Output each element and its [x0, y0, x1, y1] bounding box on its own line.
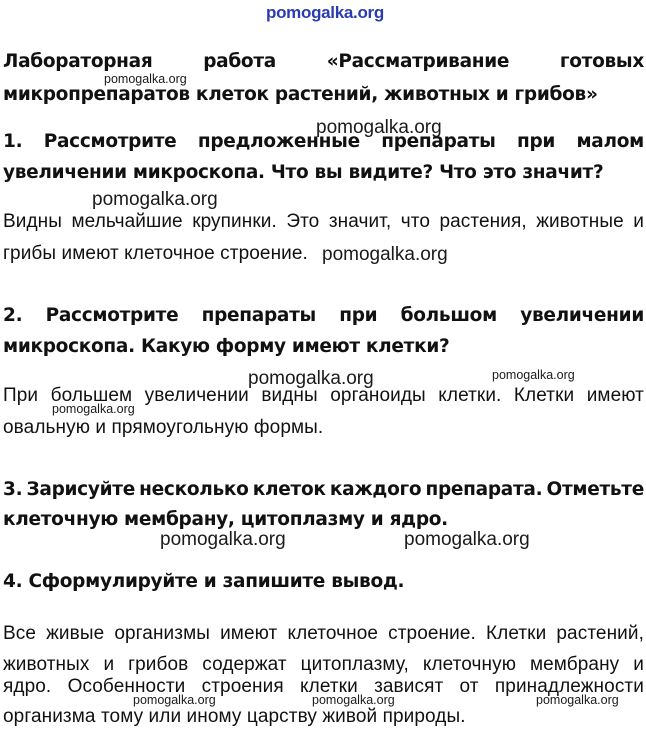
- q1-line-1: [3, 133, 644, 152]
- q4-line-1: 4. Сформулируйте и запишите вывод.: [3, 571, 405, 592]
- word: грибов: [128, 654, 189, 675]
- q1-answer-line-1: [3, 212, 644, 231]
- q2-line-1: [3, 307, 644, 326]
- q1-line-2: увеличении микроскопа. Что вы видите? Что это значит?: [3, 162, 604, 183]
- watermark: pomogalka.org: [312, 693, 395, 707]
- word: предложенные: [197, 131, 360, 152]
- watermark: pomogalka.org: [322, 244, 448, 265]
- word: Зарисуйте: [26, 479, 135, 500]
- word: увеличении: [144, 385, 249, 406]
- word: мембрану: [529, 654, 620, 675]
- watermark: pomogalka.org: [536, 693, 619, 707]
- word: препараты: [201, 305, 316, 326]
- word: при: [339, 305, 378, 326]
- word: клетки: [300, 676, 358, 697]
- word: готовых: [559, 51, 644, 72]
- word: Все: [3, 623, 37, 644]
- word: Отметьте: [546, 479, 644, 500]
- word: Особенности: [67, 676, 186, 697]
- word: препарата.: [425, 479, 543, 500]
- word: что: [400, 211, 430, 232]
- word: растения,: [439, 211, 527, 232]
- word: принадлежности: [494, 676, 644, 697]
- word: клетки.: [438, 385, 502, 406]
- word: от: [459, 676, 479, 697]
- word: Лабораторная: [3, 51, 153, 72]
- word: клеток: [252, 479, 326, 500]
- word: организмы: [114, 623, 210, 644]
- q1-answer-line-2: грибы имеют клеточное строение.: [3, 243, 308, 264]
- word: 3.: [3, 479, 23, 500]
- word: «Рассматривание: [326, 51, 510, 72]
- word: Клетки: [513, 385, 575, 406]
- watermark: pomogalka.org: [92, 189, 218, 210]
- word: клеточную: [422, 654, 517, 675]
- title-line-1: [3, 53, 644, 72]
- word: зависят: [374, 676, 444, 697]
- q4-answer-line-4: организма тому или иному царству живой природы.: [3, 706, 466, 727]
- word: несколько: [139, 479, 249, 500]
- word: строения: [201, 676, 284, 697]
- word: и: [633, 654, 644, 675]
- word: работа: [203, 51, 276, 72]
- word: животные: [536, 211, 624, 232]
- watermark: pomogalka.org: [404, 529, 530, 550]
- word: мельчайшие: [71, 211, 183, 232]
- watermark: pomogalka.org: [316, 117, 442, 138]
- word: Рассмотрите: [43, 131, 177, 152]
- word: животных: [3, 654, 90, 675]
- word: при: [516, 131, 556, 152]
- word: каждого: [329, 479, 422, 500]
- word: ядро.: [3, 676, 52, 697]
- q2-line-2: микроскопа. Какую форму имеют клетки?: [3, 336, 450, 357]
- word: растений,: [556, 623, 644, 644]
- word: и: [633, 211, 644, 232]
- word: клеточное: [287, 623, 379, 644]
- watermark: pomogalka.org: [266, 3, 384, 22]
- q3-line-2: клеточную мембрану, цитоплазму и ядро.: [3, 509, 448, 530]
- word: живые: [46, 623, 105, 644]
- word: и: [103, 654, 115, 675]
- word: малом: [576, 131, 644, 152]
- word: цитоплазму,: [300, 654, 409, 675]
- word: большом: [400, 305, 497, 326]
- word: препараты: [381, 131, 496, 152]
- watermark: pomogalka.org: [52, 402, 135, 416]
- q2-answer-line-2: овальную и прямоугольную формы.: [3, 417, 324, 438]
- word: увеличении: [520, 305, 644, 326]
- word: крупинки.: [192, 211, 277, 232]
- q4-answer-line-2: [3, 655, 644, 674]
- word: Рассмотрите: [45, 305, 179, 326]
- title-line-2: микропрепаратов клеток растений, животных и грибов»: [3, 84, 598, 105]
- word: При: [3, 385, 39, 406]
- word: органоиды: [330, 385, 426, 406]
- watermark: pomogalka.org: [160, 529, 286, 550]
- word: значит,: [328, 211, 392, 232]
- word: имеют: [586, 385, 644, 406]
- word: Видны: [3, 211, 63, 232]
- word: содержат: [202, 654, 287, 675]
- word: 2.: [3, 305, 23, 326]
- word: строение.: [388, 623, 476, 644]
- word: Клетки: [485, 623, 547, 644]
- word: видны: [261, 385, 318, 406]
- word: большем: [50, 385, 133, 406]
- q3-line-1: [3, 481, 644, 500]
- watermark: pomogalka.org: [248, 368, 374, 389]
- q4-answer-line-1: [3, 624, 644, 643]
- watermark: pomogalka.org: [104, 72, 187, 86]
- watermark: pomogalka.org: [492, 368, 575, 382]
- word: Это: [286, 211, 320, 232]
- word: 1.: [3, 131, 23, 152]
- word: имеют: [220, 623, 278, 644]
- watermark: pomogalka.org: [133, 693, 216, 707]
